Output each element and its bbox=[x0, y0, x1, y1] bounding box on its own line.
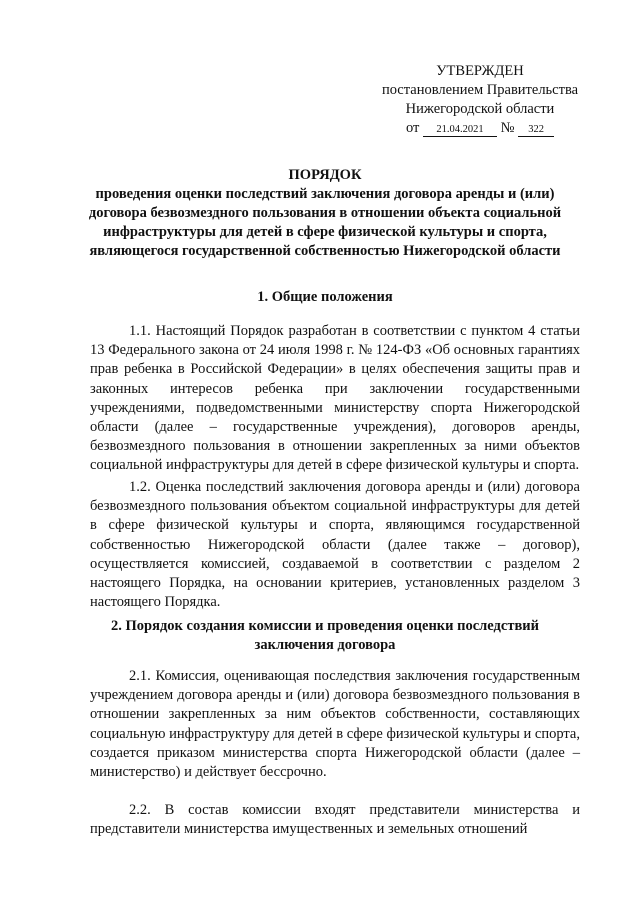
number-label: № bbox=[500, 120, 515, 136]
from-label: от bbox=[405, 120, 420, 136]
title-subtitle: проведения оценки последствий заключения договора аренды и (или) договора безвозмездного пользования в отношении объекта социальной инфраструктуры для детей в сфере физической культуры и спорта, являющегося государственной собственностью Нижегородской области bbox=[88, 186, 562, 259]
section-1-heading: 1. Общие положения bbox=[257, 289, 393, 305]
paragraph-2-2: 2.2. В состав комиссии входят представители министерства и представители министерства имущественных и земельных отношений bbox=[90, 802, 580, 838]
approval-by-line-1: постановлением Правительства bbox=[381, 82, 579, 98]
section-2-heading: 2. Порядок создания комиссии и проведения оценки последствий заключения договора bbox=[111, 618, 539, 653]
document-title bbox=[80, 166, 570, 261]
approval-number: 322 bbox=[518, 124, 554, 137]
paragraph-1-1: 1.1. Настоящий Порядок разработан в соответствии с пунктом 4 статьи 13 Федерального закона от 24 июля 1998 г. № 124-ФЗ «Об основных гарантиях прав ребенка в Российской Федерации» в целях обеспечения защиты прав и законных интересов ребенка при заключении государственными учреждениями, подведомственными министерству спорта Нижегородской области (далее – государственные учреждения), договоров аренды, безвозмездного пользования в отношении закрепленных за ними объектов социальной инфраструктуры для детей в сфере физической культуры и спорта. bbox=[90, 323, 580, 474]
title-main: ПОРЯДОК bbox=[288, 167, 362, 183]
approval-date-line bbox=[360, 119, 600, 138]
approval-status: УТВЕРЖДЕН bbox=[436, 63, 524, 79]
approval-by-line-2: Нижегородской области bbox=[405, 101, 555, 117]
paragraph-2-1: 2.1. Комиссия, оценивающая последствия заключения государственным учреждением договора аренды и (или) договора безвозмездного пользования в отношении закрепленных за ним объектов собственности, составляющих социальную инфраструктуру для детей в сфере физической культуры и спорта, создается приказом министерства спорта Нижегородской области (далее – министерство) и действует бессрочно. bbox=[90, 668, 580, 781]
approval-stamp bbox=[360, 62, 600, 138]
approval-date: 21.04.2021 bbox=[423, 124, 497, 137]
paragraph-1-2: 1.2. Оценка последствий заключения договора аренды и (или) договора безвозмездного пользования объектом социальной инфраструктуры для детей в сфере физической культуры и спорта, являющимся государственной собственностью Нижегородской области (далее также – договор), осуществляется комиссией, создаваемой в соответствии с разделом 2 настоящего Порядка, на основании критериев, установленных разделом 3 настоящего Порядка. bbox=[90, 479, 580, 611]
